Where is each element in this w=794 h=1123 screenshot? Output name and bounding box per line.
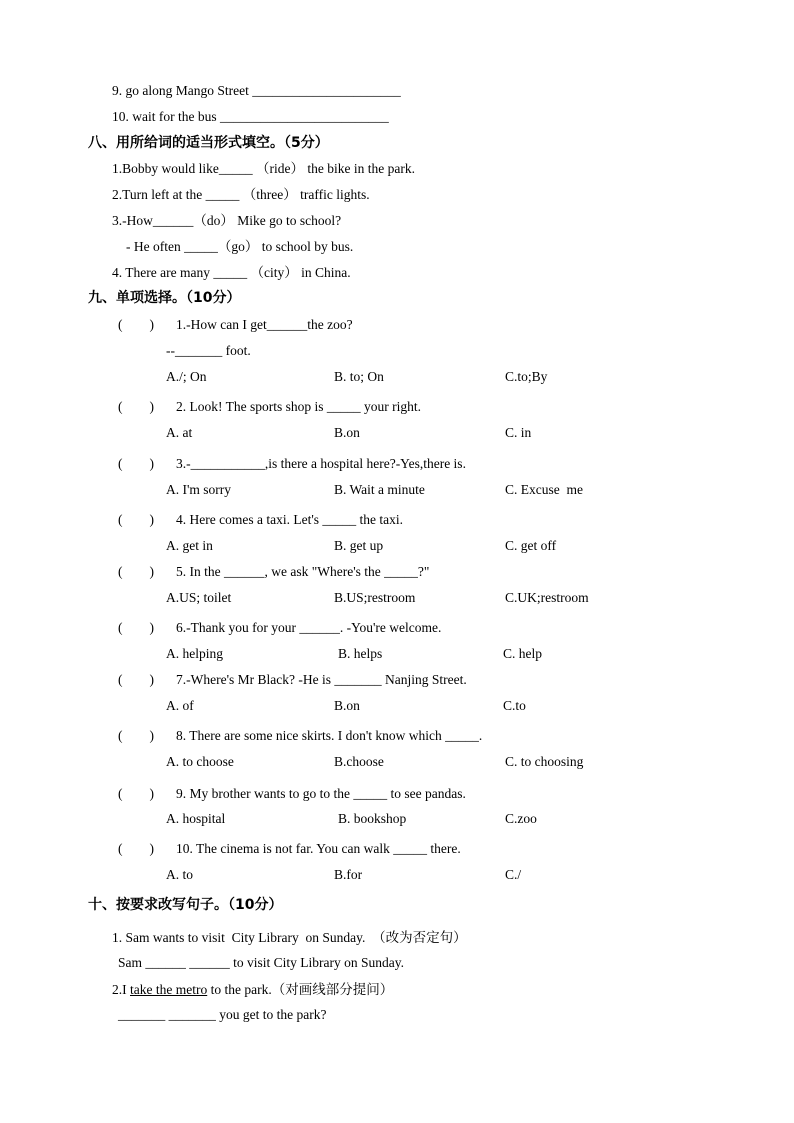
option-a: A. to choose [166,754,234,769]
question-text: 6.-Thank you for your ______. -You're welcome. [176,620,442,635]
option-c: C.to [503,698,526,713]
underlined-phrase: take the metro [130,982,208,997]
answer-paren: ( ) [118,512,154,527]
s10-sentence-1: 1. Sam wants to visit City Library on Sunday. （改为否定句） [112,930,467,945]
option-c: C. in [505,425,532,440]
question-text: 8. There are some nice skirts. I don't know which _____. [176,728,483,743]
question-text: 10. The cinema is not far. You can walk _____ there. [176,841,461,856]
s8-line-1: 1.Bobby would like_____ （ride） the bike in the park. [112,161,415,176]
s8-line-3b: - He often _____（go） to school by bus. [126,239,354,254]
s10-sentence-2 [112,981,393,999]
item-9: 9. go along Mango Street ______________________ [112,83,401,98]
answer-paren: ( ) [118,786,154,801]
option-c: C.zoo [505,811,537,826]
question-text: 4. Here comes a taxi. Let's _____ the taxi. [176,512,403,527]
option-c: C. Excuse me [505,482,583,497]
option-a: A. hospital [166,811,226,826]
answer-paren: ( ) [118,841,154,856]
answer-paren: ( ) [118,564,154,579]
option-c: C. get off [505,538,557,553]
question-text: 2. Look! The sports shop is _____ your right. [176,399,421,414]
option-c: C. help [503,646,542,661]
option-c: C.UK;restroom [505,590,589,605]
question-text-cont: --_______ foot. [166,343,251,358]
option-b: B. bookshop [338,811,407,826]
option-b: B. to; On [334,369,384,384]
option-c: C. to choosing [505,754,584,769]
question-text: 5. In the ______, we ask "Where's the _____?" [176,564,430,579]
s8-line-4: 4. There are many _____ （city） in China. [112,265,351,280]
option-c: C.to;By [505,369,548,384]
item-10: 10. wait for the bus _________________________ [112,109,389,124]
question-text: 3.-___________,is there a hospital here?-Yes,there is. [176,456,466,471]
section-8-title: 八、用所给词的适当形式填空。（5分） [88,135,329,151]
question-text: 1.-How can I get______the zoo? [176,317,353,332]
s8-line-2: 2.Turn left at the _____ （three） traffic lights. [112,187,370,202]
option-b: B.for [334,867,363,882]
option-c: C./ [505,867,522,882]
question-text: 7.-Where's Mr Black? -He is _______ Nanjing Street. [176,672,467,687]
answer-paren: ( ) [118,672,154,687]
option-b: B.on [334,425,360,440]
answer-paren: ( ) [118,456,154,471]
s10-s2-pre: 2.I [112,982,130,997]
answer-paren: ( ) [118,620,154,635]
answer-paren: ( ) [118,399,154,414]
s8-line-3: 3.-How______（do） Mike go to school? [112,213,342,228]
section-9-title: 九、单项选择。（10分） [88,290,241,306]
option-b: B. get up [334,538,384,553]
option-a: A. I'm sorry [166,482,232,497]
answer-paren: ( ) [118,317,154,332]
option-b: B. helps [338,646,383,661]
s10-answer-2: _______ _______ you get to the park? [118,1007,327,1022]
option-a: A./; On [166,369,207,384]
option-a: A. to [166,867,193,882]
answer-paren: ( ) [118,728,154,743]
s10-s2-post: to the park.（对画线部分提问） [207,982,394,997]
option-b: B.choose [334,754,384,769]
option-b: B.US;restroom [334,590,416,605]
option-a: A.US; toilet [166,590,232,605]
option-a: A. helping [166,646,223,661]
option-a: A. of [166,698,194,713]
question-text: 9. My brother wants to go to the _____ to see pandas. [176,786,466,801]
option-a: A. get in [166,538,213,553]
section-10-title: 十、按要求改写句子。（10分） [88,897,283,913]
option-b: B. Wait a minute [334,482,425,497]
option-b: B.on [334,698,360,713]
s10-answer-1: Sam ______ ______ to visit City Library on Sunday. [118,955,404,970]
option-a: A. at [166,425,193,440]
